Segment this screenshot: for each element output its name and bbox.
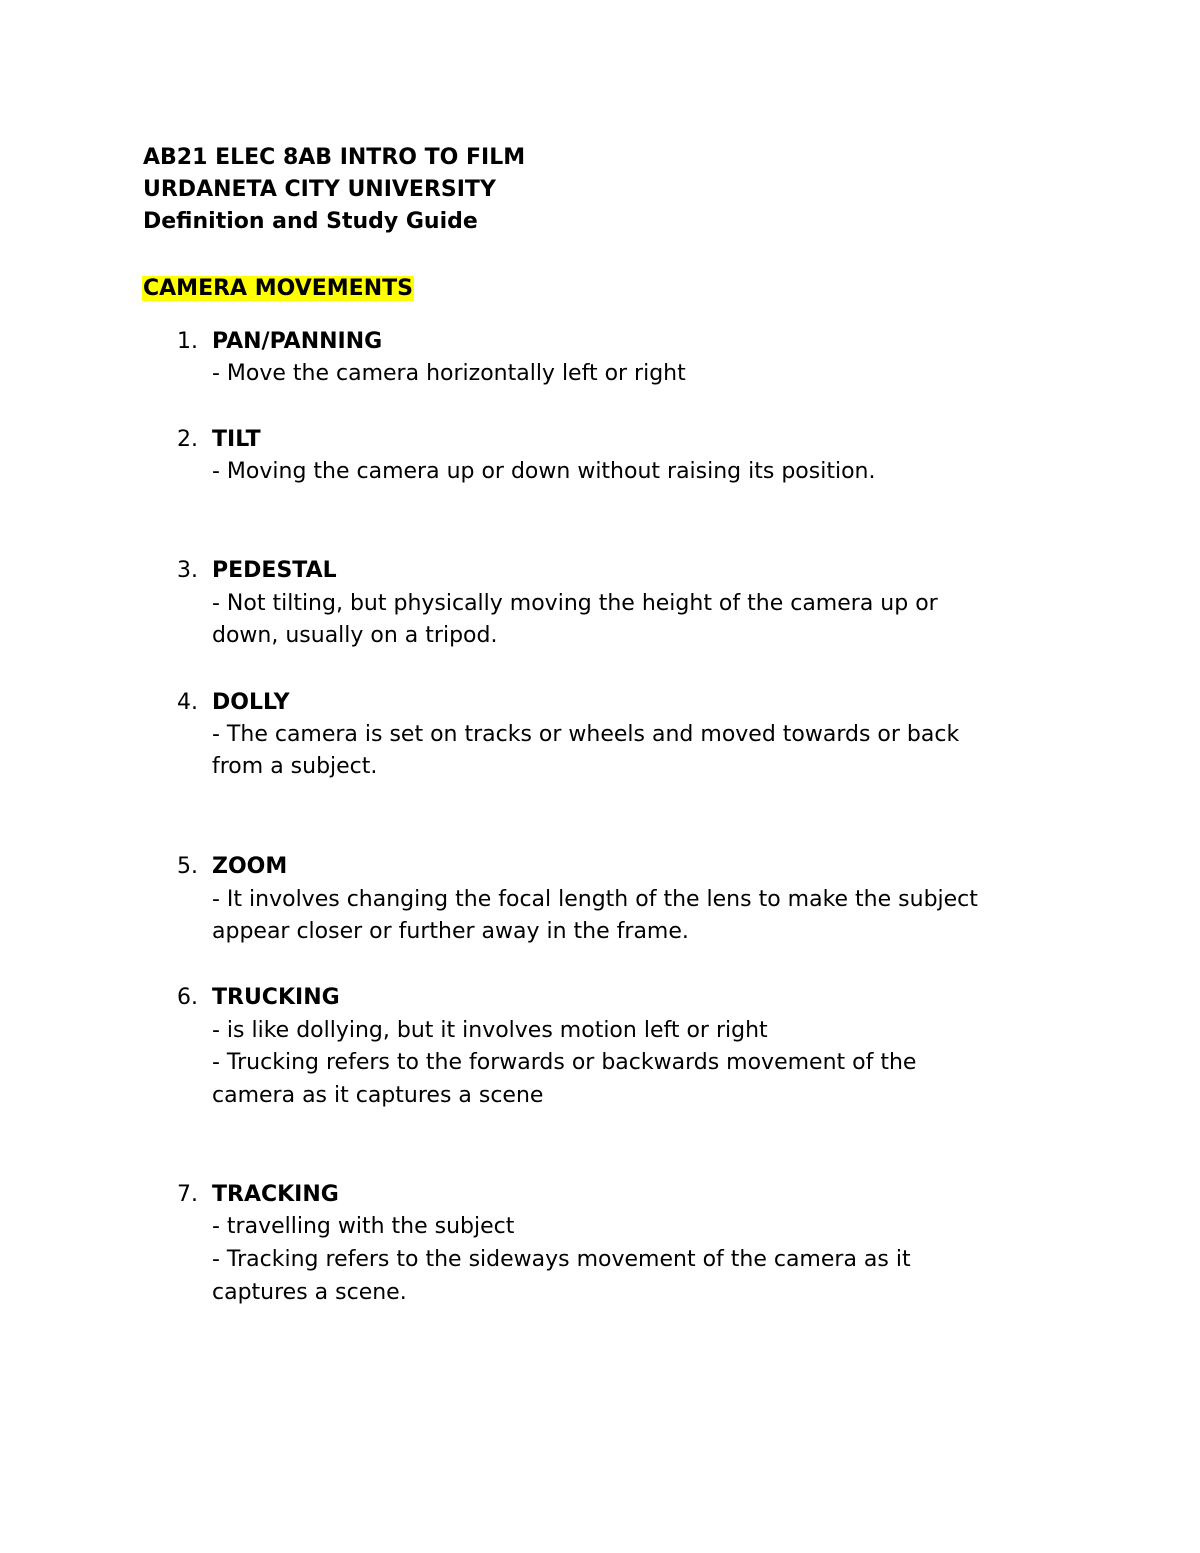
item-definition-line: - It involves changing the focal length of the lens to make the subject — [212, 887, 978, 912]
section-heading — [142, 275, 414, 303]
item-term: DOLLY — [212, 690, 290, 715]
item-definition-line: down, usually on a tripod. — [212, 623, 498, 648]
item-definition-line: camera as it captures a scene — [212, 1083, 544, 1108]
item-term: TRUCKING — [212, 985, 340, 1010]
item-definition-line: - Tracking refers to the sideways movement of the camera as it — [212, 1247, 911, 1272]
section-heading-highlight: CAMERA MOVEMENTS — [143, 276, 413, 301]
item-number: 3. — [177, 558, 198, 583]
item-term: TILT — [212, 427, 261, 452]
item-number: 5. — [177, 854, 198, 879]
item-definition-line: - Trucking refers to the forwards or backwards movement of the — [212, 1050, 917, 1075]
item-term: ZOOM — [212, 854, 288, 879]
item-term: PEDESTAL — [212, 558, 337, 583]
item-definition-line: - Not tilting, but physically moving the height of the camera up or — [212, 591, 938, 616]
university-name: URDANETA CITY UNIVERSITY — [143, 177, 496, 202]
item-definition-line: - travelling with the subject — [212, 1214, 515, 1239]
item-definition-line: captures a scene. — [212, 1280, 407, 1305]
item-number: 1. — [177, 329, 198, 354]
item-number: 2. — [177, 427, 198, 452]
item-definition-line: - is like dollying, but it involves motion left or right — [212, 1018, 768, 1043]
item-number: 4. — [177, 690, 198, 715]
item-definition-line: from a subject. — [212, 754, 378, 779]
item-definition-line: - The camera is set on tracks or wheels and moved towards or back — [212, 722, 960, 747]
item-number: 7. — [177, 1182, 198, 1207]
item-number: 6. — [177, 985, 198, 1010]
document-subtitle: Definition and Study Guide — [143, 209, 478, 234]
item-term: TRACKING — [212, 1182, 339, 1207]
course-title: AB21 ELEC 8AB INTRO TO FILM — [143, 145, 526, 170]
item-definition-line: appear closer or further away in the frame. — [212, 919, 689, 944]
item-definition-line: - Move the camera horizontally left or right — [212, 361, 686, 386]
item-term: PAN/PANNING — [212, 329, 383, 354]
item-definition-line: - Moving the camera up or down without raising its position. — [212, 459, 876, 484]
